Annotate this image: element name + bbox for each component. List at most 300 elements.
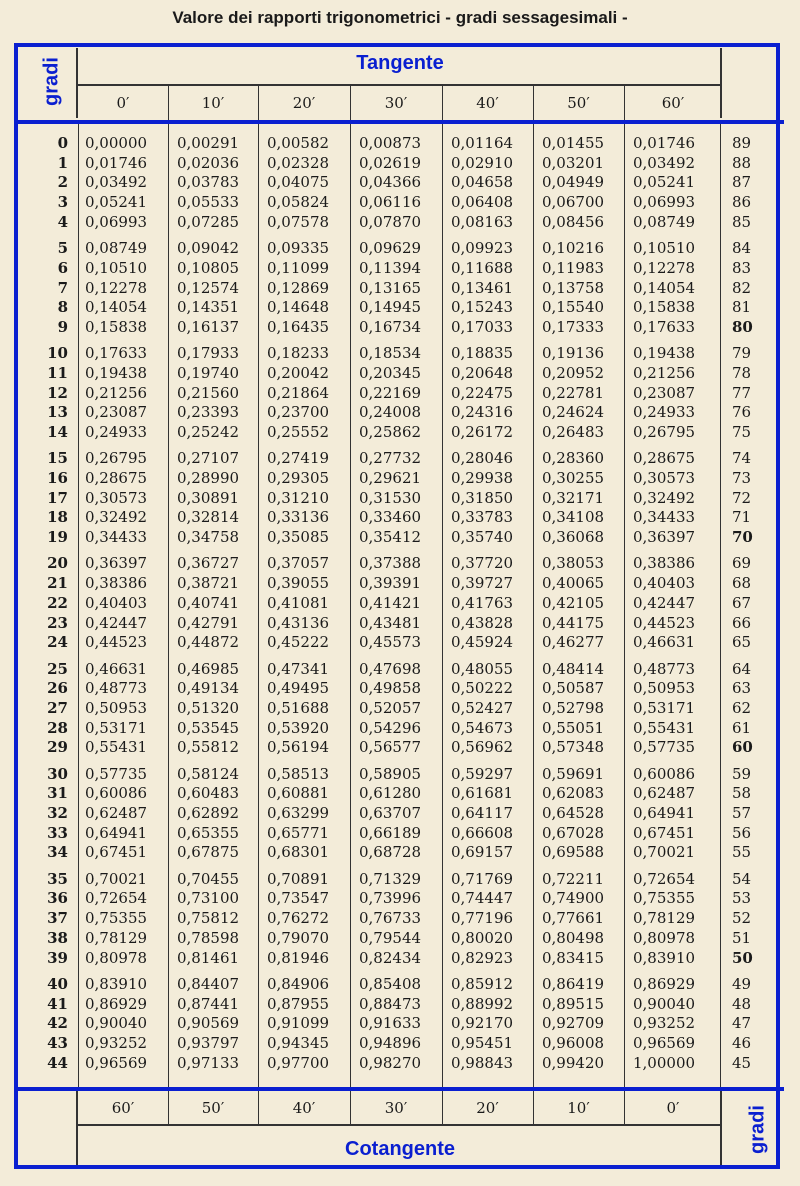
degree-label: 44 xyxy=(47,1053,68,1072)
table-row xyxy=(0,889,800,907)
tangent-value: 0,56194 xyxy=(267,738,330,757)
tangent-value: 0,50953 xyxy=(85,698,148,717)
column-rule xyxy=(168,86,169,120)
tangent-value: 0,42447 xyxy=(633,593,696,612)
degree-label: 25 xyxy=(47,659,68,678)
tangent-value: 0,20345 xyxy=(359,363,422,382)
tangent-value: 0,10510 xyxy=(85,258,148,277)
tangent-value: 0,12278 xyxy=(85,278,148,297)
tangent-value: 0,06993 xyxy=(633,193,696,212)
tangent-value: 0,36397 xyxy=(633,528,696,547)
tangent-value: 0,22475 xyxy=(451,383,514,402)
column-rule xyxy=(533,1091,534,1124)
complement-degree-label: 57 xyxy=(732,804,752,822)
tangent-value: 0,46631 xyxy=(85,659,148,678)
tangent-value: 0,19136 xyxy=(542,344,605,363)
tangent-value: 0,60086 xyxy=(633,764,696,783)
degree-label: 23 xyxy=(47,613,68,632)
degree-label: 29 xyxy=(47,738,68,757)
tangent-value: 0,57735 xyxy=(633,738,696,757)
tangent-value: 0,48773 xyxy=(85,679,148,698)
table-row xyxy=(0,909,800,927)
tangent-value: 0,00873 xyxy=(359,134,422,152)
tangent-value: 0,53171 xyxy=(85,718,148,737)
minute-header-bottom: 10′ xyxy=(567,1099,590,1117)
tangent-value: 0,78598 xyxy=(177,928,240,947)
minute-header-top: 60′ xyxy=(661,94,685,112)
table-row xyxy=(0,784,800,802)
complement-degree-label: 63 xyxy=(732,679,752,698)
table-row xyxy=(0,134,800,152)
tangent-value: 0,00291 xyxy=(177,134,240,152)
tangent-value: 0,31850 xyxy=(451,488,514,507)
tangent-value: 0,32814 xyxy=(177,508,240,527)
side-label-top: gradi xyxy=(40,57,63,106)
column-rule xyxy=(624,86,625,120)
table-row xyxy=(0,364,800,382)
tangent-value: 0,68301 xyxy=(267,843,330,862)
tangent-value: 0,52798 xyxy=(542,698,605,717)
tangent-value: 0,54296 xyxy=(359,718,422,737)
tangent-value: 0,14648 xyxy=(267,298,330,317)
degree-label: 30 xyxy=(47,764,68,783)
minute-header-top: 40′ xyxy=(476,94,499,112)
tangent-value: 0,44523 xyxy=(85,633,148,652)
tangent-value: 0,66189 xyxy=(359,823,422,842)
tangent-value: 0,38721 xyxy=(177,574,240,593)
tangent-value: 0,70021 xyxy=(633,843,696,862)
tangent-value: 0,76733 xyxy=(359,909,422,928)
tangent-value: 0,10216 xyxy=(542,239,605,258)
degree-label: 27 xyxy=(47,698,68,717)
degree-label: 28 xyxy=(47,718,68,737)
tangent-value: 0,46277 xyxy=(542,633,605,652)
tangent-value: 0,36068 xyxy=(542,528,605,547)
tangent-value: 0,62892 xyxy=(177,804,240,822)
complement-degree-label: 79 xyxy=(732,344,752,363)
degree-label: 15 xyxy=(47,449,68,468)
minute-header-top: 20′ xyxy=(292,94,316,112)
tangent-value: 0,94896 xyxy=(359,1033,422,1052)
complement-degree-label: 65 xyxy=(732,633,752,652)
degree-label: 24 xyxy=(47,633,68,652)
tangent-value: 0,00582 xyxy=(267,134,330,152)
tangent-value: 0,98270 xyxy=(359,1053,422,1072)
tangent-value: 0,77661 xyxy=(542,909,605,928)
table-row xyxy=(0,528,800,546)
tangent-value: 0,52427 xyxy=(451,698,514,717)
tangent-value: 0,96569 xyxy=(85,1053,148,1072)
degree-label: 10 xyxy=(47,344,68,363)
degree-label: 36 xyxy=(47,889,68,908)
tangent-value: 0,16137 xyxy=(177,317,240,336)
table-row xyxy=(0,949,800,967)
table-row xyxy=(0,824,800,842)
tangent-value: 0,70455 xyxy=(177,869,240,888)
tangent-value: 0,28675 xyxy=(85,469,148,487)
tangent-value: 0,04658 xyxy=(451,173,514,192)
tangent-value: 0,49495 xyxy=(267,679,330,698)
tangent-value: 0,08749 xyxy=(633,212,696,231)
column-rule xyxy=(350,86,351,120)
table-row xyxy=(0,738,800,756)
tangent-value: 0,60483 xyxy=(177,784,240,803)
tangent-value: 0,61280 xyxy=(359,784,422,803)
degree-label: 35 xyxy=(47,869,68,888)
degree-label: 19 xyxy=(47,528,68,547)
tangent-value: 0,17033 xyxy=(451,317,514,336)
tangent-value: 0,57735 xyxy=(85,764,148,783)
tangent-value: 0,62487 xyxy=(85,804,148,822)
table-row xyxy=(0,193,800,211)
tangent-value: 0,20952 xyxy=(542,363,605,382)
column-rule xyxy=(442,1091,443,1124)
degree-label: 2 xyxy=(57,173,68,192)
complement-degree-label: 89 xyxy=(732,134,752,152)
tangent-value: 0,65355 xyxy=(177,823,240,842)
tangent-value: 0,18233 xyxy=(267,344,330,363)
tangent-value: 0,63299 xyxy=(267,804,330,822)
tangent-value: 0,08456 xyxy=(542,212,605,231)
tangent-value: 0,21560 xyxy=(177,383,240,402)
degree-label: 43 xyxy=(47,1033,68,1052)
tangent-caption: Tangente xyxy=(356,52,444,74)
tangent-value: 0,59297 xyxy=(451,764,514,783)
degree-label: 5 xyxy=(57,239,68,258)
tangent-value: 0,97700 xyxy=(267,1053,330,1072)
degree-label: 38 xyxy=(47,928,68,947)
tangent-value: 0,20648 xyxy=(451,363,514,382)
tangent-value: 0,28990 xyxy=(177,469,240,487)
tangent-value: 0,39391 xyxy=(359,574,422,593)
tangent-value: 0,86929 xyxy=(85,994,148,1013)
tangent-value: 0,03201 xyxy=(542,153,605,172)
degree-label: 14 xyxy=(47,423,68,441)
tangent-value: 0,83910 xyxy=(85,974,148,993)
tangent-value: 0,03492 xyxy=(633,153,696,172)
complement-degree-label: 58 xyxy=(732,784,752,803)
tangent-value: 0,37720 xyxy=(451,554,514,573)
tangent-value: 0,90040 xyxy=(633,994,696,1013)
complement-degree-label: 56 xyxy=(732,823,752,842)
tangent-value: 0,13758 xyxy=(542,278,605,297)
tangent-value: 0,21256 xyxy=(633,363,696,382)
table-row xyxy=(0,975,800,993)
tangent-value: 0,77196 xyxy=(451,909,514,928)
tangent-value: 0,56577 xyxy=(359,738,422,757)
table-row xyxy=(0,574,800,592)
complement-degree-label: 66 xyxy=(732,613,752,632)
tangent-value: 0,12869 xyxy=(267,278,330,297)
table-row xyxy=(0,699,800,717)
tangent-value: 0,33136 xyxy=(267,508,330,527)
column-rule xyxy=(258,86,259,120)
tangent-value: 0,95451 xyxy=(451,1033,514,1052)
table-row xyxy=(0,469,800,487)
table-row xyxy=(0,298,800,316)
column-rule xyxy=(258,1091,259,1124)
degree-label: 12 xyxy=(47,383,68,402)
tangent-value: 0,09923 xyxy=(451,239,514,258)
tangent-value: 0,36397 xyxy=(85,554,148,573)
tangent-value: 0,67451 xyxy=(633,823,696,842)
tangent-value: 0,84407 xyxy=(177,974,240,993)
tangent-value: 0,76272 xyxy=(267,909,330,928)
tangent-value: 0,37057 xyxy=(267,554,330,573)
tangent-value: 0,09629 xyxy=(359,239,422,258)
tangent-value: 0,74900 xyxy=(542,889,605,908)
complement-degree-label: 86 xyxy=(732,193,752,212)
tangent-value: 0,62083 xyxy=(542,784,605,803)
tangent-value: 0,64941 xyxy=(85,823,148,842)
degree-label: 4 xyxy=(57,212,68,231)
tangent-value: 0,49858 xyxy=(359,679,422,698)
tangent-value: 0,66608 xyxy=(451,823,514,842)
tangent-value: 0,88992 xyxy=(451,994,514,1013)
tangent-value: 0,94345 xyxy=(267,1033,330,1052)
tangent-value: 0,24316 xyxy=(451,403,514,422)
tangent-value: 0,12574 xyxy=(177,278,240,297)
tangent-value: 0,55051 xyxy=(542,718,605,737)
tangent-value: 0,30891 xyxy=(177,488,240,507)
minute-header-top: 0′ xyxy=(116,94,130,112)
table-row xyxy=(0,679,800,697)
complement-degree-label: 74 xyxy=(732,449,752,468)
complement-degree-label: 45 xyxy=(732,1053,752,1072)
tangent-value: 0,62487 xyxy=(633,784,696,803)
degree-label: 13 xyxy=(47,403,68,422)
tangent-value: 0,64528 xyxy=(542,804,605,822)
tangent-value: 0,18835 xyxy=(451,344,514,363)
tangent-value: 0,47341 xyxy=(267,659,330,678)
tangent-value: 0,01455 xyxy=(542,134,605,152)
tangent-value: 0,70891 xyxy=(267,869,330,888)
header-divider xyxy=(14,120,784,124)
minute-header-bottom: 60′ xyxy=(111,1099,135,1117)
degree-label: 31 xyxy=(47,784,68,803)
tangent-value: 0,25552 xyxy=(267,423,330,441)
tangent-value: 0,46631 xyxy=(633,633,696,652)
tangent-value: 0,51320 xyxy=(177,698,240,717)
tangent-value: 0,32492 xyxy=(633,488,696,507)
tangent-value: 0,14945 xyxy=(359,298,422,317)
tangent-value: 0,17333 xyxy=(542,317,605,336)
tangent-value: 0,79070 xyxy=(267,928,330,947)
degree-label: 26 xyxy=(47,679,68,698)
tangent-value: 0,02910 xyxy=(451,153,514,172)
table-row xyxy=(0,804,800,822)
complement-degree-label: 68 xyxy=(732,574,752,593)
tangent-value: 0,09042 xyxy=(177,239,240,258)
tangent-value: 0,65771 xyxy=(267,823,330,842)
tangent-value: 0,48773 xyxy=(633,659,696,678)
tangent-value: 0,50953 xyxy=(633,679,696,698)
tangent-value: 0,48414 xyxy=(542,659,605,678)
complement-degree-label: 76 xyxy=(732,403,752,422)
table-row xyxy=(0,843,800,861)
tangent-value: 0,29621 xyxy=(359,469,422,487)
tangent-value: 0,18534 xyxy=(359,344,422,363)
tangent-value: 0,34108 xyxy=(542,508,605,527)
table-row xyxy=(0,449,800,467)
tangent-value: 0,38386 xyxy=(633,554,696,573)
complement-degree-label: 72 xyxy=(732,488,752,507)
tangent-value: 0,36727 xyxy=(177,554,240,573)
degree-label: 0 xyxy=(57,134,68,152)
tangent-value: 0,96008 xyxy=(542,1033,605,1052)
degree-label: 32 xyxy=(47,804,68,822)
tangent-value: 0,64941 xyxy=(633,804,696,822)
table-row xyxy=(0,403,800,421)
table-row xyxy=(0,489,800,507)
tangent-value: 0,52057 xyxy=(359,698,422,717)
complement-degree-label: 88 xyxy=(732,153,752,172)
tangent-value: 0,32171 xyxy=(542,488,605,507)
tangent-value: 0,48055 xyxy=(451,659,514,678)
tangent-value: 0,67875 xyxy=(177,843,240,862)
tangent-value: 0,72211 xyxy=(542,869,605,888)
tangent-value: 0,41763 xyxy=(451,593,514,612)
side-label-bottom: gradi xyxy=(746,1105,769,1154)
tangent-value: 0,25242 xyxy=(177,423,240,441)
tangent-value: 0,43481 xyxy=(359,613,422,632)
complement-degree-label: 52 xyxy=(732,909,752,928)
tangent-value: 0,39055 xyxy=(267,574,330,593)
tangent-value: 0,35740 xyxy=(451,528,514,547)
degree-label: 18 xyxy=(47,508,68,527)
tangent-value: 0,12278 xyxy=(633,258,696,277)
tangent-value: 0,92170 xyxy=(451,1014,514,1033)
tangent-value: 0,30255 xyxy=(542,469,605,487)
column-rule xyxy=(168,1091,169,1124)
tangent-value: 0,39727 xyxy=(451,574,514,593)
tangent-value: 0,15243 xyxy=(451,298,514,317)
tangent-value: 0,11688 xyxy=(451,258,514,277)
tangent-value: 0,83910 xyxy=(633,948,696,967)
complement-degree-label: 85 xyxy=(732,212,752,231)
tangent-value: 0,08749 xyxy=(85,239,148,258)
minute-header-top: 30′ xyxy=(384,94,408,112)
tangent-value: 0,19438 xyxy=(85,363,148,382)
tangent-value: 0,06700 xyxy=(542,193,605,212)
tangent-value: 0,80020 xyxy=(451,928,514,947)
tangent-value: 0,67451 xyxy=(85,843,148,862)
tangent-value: 0,33460 xyxy=(359,508,422,527)
tangent-value: 0,04949 xyxy=(542,173,605,192)
degree-label: 6 xyxy=(57,258,68,277)
tangent-value: 0,11394 xyxy=(359,258,422,277)
tangent-value: 0,93797 xyxy=(177,1033,240,1052)
table-row xyxy=(0,173,800,191)
table-row xyxy=(0,995,800,1013)
tangent-value: 0,42105 xyxy=(542,593,605,612)
tangent-value: 0,50222 xyxy=(451,679,514,698)
degree-label: 37 xyxy=(47,909,68,928)
tangent-value: 0,40403 xyxy=(633,574,696,593)
tangent-value: 0,24624 xyxy=(542,403,605,422)
tangent-value: 0,21864 xyxy=(267,383,330,402)
complement-degree-label: 50 xyxy=(732,948,753,967)
tangent-value: 0,01746 xyxy=(85,153,148,172)
complement-degree-label: 54 xyxy=(732,869,752,888)
tangent-value: 0,73996 xyxy=(359,889,422,908)
degree-label: 16 xyxy=(47,469,68,487)
complement-degree-label: 64 xyxy=(732,659,752,678)
tangent-value: 0,24008 xyxy=(359,403,422,422)
complement-degree-label: 67 xyxy=(732,593,752,612)
table-row xyxy=(0,423,800,441)
tangent-value: 0,83415 xyxy=(542,948,605,967)
tangent-value: 0,44523 xyxy=(633,613,696,632)
complement-degree-label: 53 xyxy=(732,889,752,908)
tangent-value: 0,21256 xyxy=(85,383,148,402)
tangent-value: 0,58124 xyxy=(177,764,240,783)
table-row xyxy=(0,614,800,632)
tangent-value: 0,25862 xyxy=(359,423,422,441)
tangent-value: 0,73547 xyxy=(267,889,330,908)
tangent-value: 0,02619 xyxy=(359,153,422,172)
tangent-value: 0,80498 xyxy=(542,928,605,947)
tangent-value: 0,23700 xyxy=(267,403,330,422)
tangent-value: 0,80978 xyxy=(633,928,696,947)
complement-degree-label: 87 xyxy=(732,173,752,192)
footer-rule-mid xyxy=(76,1124,722,1126)
tangent-value: 0,24933 xyxy=(85,423,148,441)
tangent-value: 0,57348 xyxy=(542,738,605,757)
tangent-value: 0,17933 xyxy=(177,344,240,363)
complement-degree-label: 71 xyxy=(732,508,752,527)
tangent-value: 0,40065 xyxy=(542,574,605,593)
tangent-value: 0,85408 xyxy=(359,974,422,993)
table-row xyxy=(0,594,800,612)
complement-degree-label: 49 xyxy=(732,974,752,993)
tangent-value: 0,90569 xyxy=(177,1014,240,1033)
table-row xyxy=(0,384,800,402)
tangent-value: 0,43136 xyxy=(267,613,330,632)
tangent-value: 0,04075 xyxy=(267,173,330,192)
tangent-value: 0,92709 xyxy=(542,1014,605,1033)
minute-header-bottom: 30′ xyxy=(384,1099,408,1117)
minute-header-top: 50′ xyxy=(567,94,590,112)
tangent-value: 0,98843 xyxy=(451,1053,514,1072)
degree-label: 9 xyxy=(57,317,68,336)
complement-degree-label: 75 xyxy=(732,423,752,441)
tangent-value: 0,19438 xyxy=(633,344,696,363)
degree-label: 33 xyxy=(47,823,68,842)
tangent-value: 0,06408 xyxy=(451,193,514,212)
tangent-value: 0,23393 xyxy=(177,403,240,422)
tangent-value: 0,24933 xyxy=(633,403,696,422)
tangent-value: 0,73100 xyxy=(177,889,240,908)
complement-degree-label: 47 xyxy=(732,1014,752,1033)
tangent-value: 0,68728 xyxy=(359,843,422,862)
tangent-value: 0,59691 xyxy=(542,764,605,783)
column-rule xyxy=(624,1091,625,1124)
tangent-value: 0,22169 xyxy=(359,383,422,402)
tangent-value: 0,07578 xyxy=(267,212,330,231)
complement-degree-label: 62 xyxy=(732,698,752,717)
tangent-value: 0,07870 xyxy=(359,212,422,231)
tangent-value: 0,26172 xyxy=(451,423,514,441)
tangent-value: 0,81946 xyxy=(267,948,330,967)
tangent-value: 0,37388 xyxy=(359,554,422,573)
tangent-value: 0,14351 xyxy=(177,298,240,317)
tangent-value: 0,02328 xyxy=(267,153,330,172)
tangent-value: 0,01164 xyxy=(451,134,514,152)
tangent-value: 0,11099 xyxy=(267,258,330,277)
tangent-value: 0,91099 xyxy=(267,1014,330,1033)
page-title: Valore dei rapporti trigonometrici - gradi sessagesimali - xyxy=(172,8,628,27)
